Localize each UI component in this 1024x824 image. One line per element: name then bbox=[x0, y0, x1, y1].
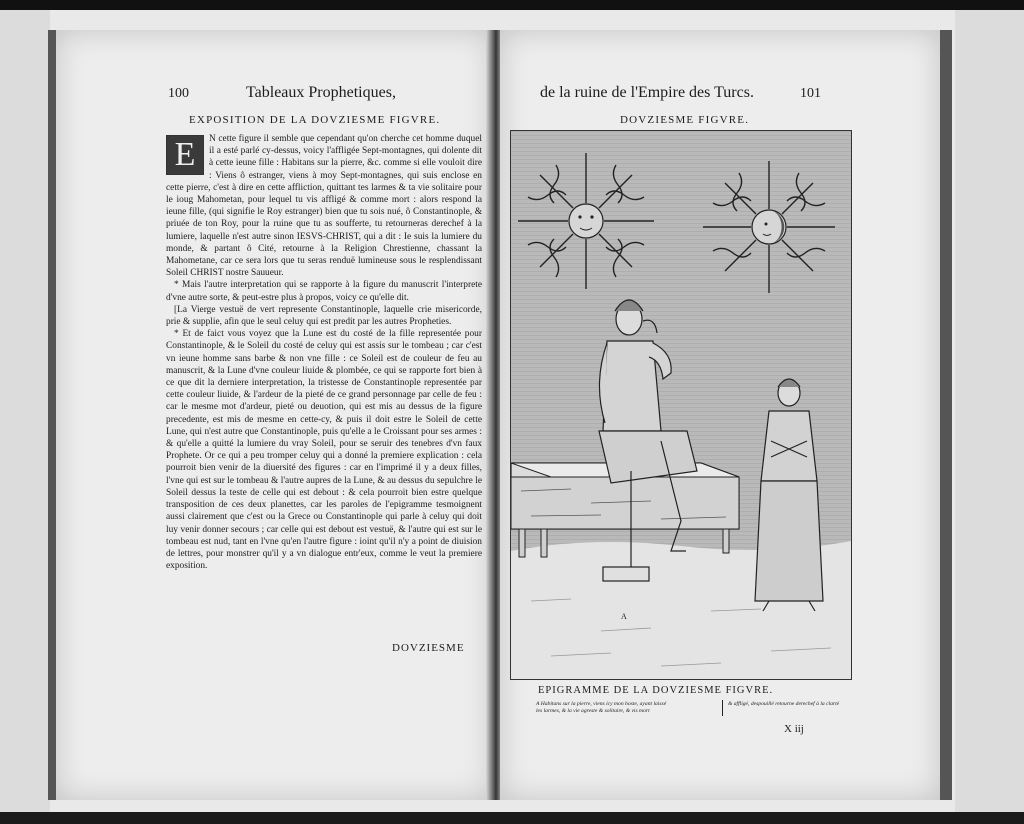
left-page bbox=[48, 30, 492, 800]
backdrop bbox=[955, 10, 1024, 812]
epigram-line: les larmes, & la vie agreste & solitaire, & vis mort bbox=[536, 708, 650, 714]
section-title: EXPOSITION DE LA DOVZIESME FIGVRE. bbox=[189, 114, 441, 126]
paragraph bbox=[166, 133, 482, 279]
epigram-left bbox=[536, 701, 720, 715]
body-text bbox=[166, 133, 482, 572]
backdrop bbox=[0, 10, 50, 812]
page-number-left: 100 bbox=[168, 86, 189, 101]
paragraph-text: N cette figure il semble que cependant qu'on cherche cet homme duquel il a esté parlé cy-dessus, voicy l'affligée Sept-montagnes, qui dolente dit à cette ieune fille : Habitans sur la pierre, &c. comme si elle vouloit dire : Viens ô estranger, viens à moy Sept-montagnes, qui suis enclose en cette pierre, c'est à dire en cette affliction, quittant tes larmes & ta vie solitaire pour le ioug Mahometan, pour lequel tu vis affligé & comme mort : alors respond la ieune fille, (qui signifie le Roy estranger) bien que tu sois nué, ô Constantinople, & priuée de ton Roy, pour la ruine que tu as soufferte, tu retourneras derechef à la lumiere, laquelle n'est autre sinon IESVS-CHRIST, qui a dit : Ie suis la lumiere du monde, & partant ô Cité, retourne à la Religion Chrestienne, chassant la Mahometane, car ce sera lors que tu seras renduë lumineuse sous le resplendissant Soleil CHRIST nostre Sauueur. bbox=[166, 134, 482, 279]
paragraph: [La Vierge vestuë de vert represente Constantinople, laquelle crie misericorde, prie & supplie, afin que le seul celuy qui est predit par les autres Propheties. bbox=[166, 304, 482, 328]
drop-cap: E bbox=[166, 135, 204, 175]
paragraph: * Mais l'autre interpretation qui se rapporte à la figure du manuscrit l'interprete d'vne autre sorte, & peut-estre plus à propos, voicy ce qu'elle dit. bbox=[166, 280, 482, 303]
engraving-illustration bbox=[511, 131, 851, 679]
running-head-right: de la ruine de l'Empire des Turcs. bbox=[540, 84, 754, 101]
epigram-line: A Habitans sur la pierre, viens icy mon hoste, ayant laissé bbox=[536, 701, 667, 707]
paragraph: * Et de faict vous voyez que la Lune est du costé de la fille representée pour Constantinople, & le Soleil du costé de celuy qui est assis sur le tombeau ; car c'est vn ieune homme sans barbe & non vne fille : ce Soleil est de couleur de feu au manuscrit, & la Lune d'vne couleur liuide & plombée, ce qui se rapporte fort bien à ce que dit la derniere interpretation, la tristesse de Constantinople representée par cette couleur liuide, & l'ardeur de la pieté de ce grand personnage par celle de feu : car le mesme mot d'ardeur, pieté ou deuotion, qui est mis au dessus de la figure precedente, est mis de mesme en cette-cy, & puis il doit estre le Soleil de cette Lune, qui n'est autre que Constantinople, puis qu'elle a le Croissant pour ses armes : & qu'elle a quitté la lumiere du vray Soleil, pour se seruir des tenebres d'vn faux Prophete. Or ce qui a peu tromper celuy qui a donné la premiere explication : cela pourroit bien venir de la diuersité des figures : car en l'imprimé il y a deux filles, l'vne qui est sur le tombeau & l'autre aupres de la Lune, & au dessus du sepulchre le Soleil dessus la teste de celle qui est debout : & cela pourroit bien estre quelque transposition de ces deux planettes, car les paroles de l'epigramme tesmoignent aussi clairement que c'est ou la Grece ou Constantinople qui parle à celuy qui doit luy venir donner secours ; car celle qui est debout est vestuë, & l'autre qui est sur le tombeau est nud, tant en l'vne qu'en l'autre figure : ioint qu'il n'y a point de diuision de lettres, pour monstrer qu'il y a vn dialogue entr'eux, comme le veut la premiere exposition. bbox=[166, 329, 482, 572]
divider bbox=[722, 700, 723, 716]
epigram-line: & affligé, despouillé retourne derechef à la clarté bbox=[728, 701, 840, 707]
top-edge bbox=[0, 0, 1024, 10]
epigram-right bbox=[728, 701, 848, 708]
bottom-edge bbox=[0, 812, 1024, 824]
engraved-plate bbox=[510, 130, 852, 680]
running-head-left: Tableaux Prophetiques, bbox=[246, 84, 396, 101]
catchword: DOVZIESME bbox=[392, 642, 465, 654]
signature-mark: X iij bbox=[784, 723, 804, 735]
plate-title: DOVZIESME FIGVRE. bbox=[620, 114, 750, 126]
plate-letter: A bbox=[621, 612, 627, 621]
page-number-right: 101 bbox=[800, 86, 821, 101]
right-page bbox=[500, 30, 952, 800]
open-book bbox=[48, 30, 952, 800]
epigram-title: EPIGRAMME DE LA DOVZIESME FIGVRE. bbox=[538, 685, 774, 696]
